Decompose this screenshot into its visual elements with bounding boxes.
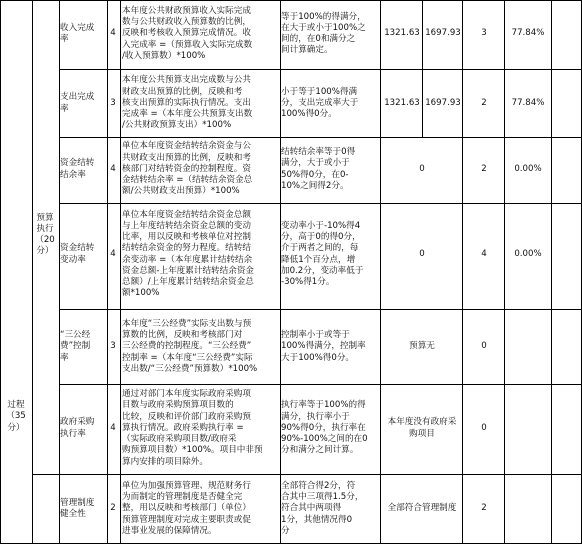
- score-obtained: 0: [481, 341, 487, 352]
- scoring-criteria: 等于100%的得满分， 在大于或小于100%之 间的，在0和满分之 间计算确定。: [281, 11, 366, 56]
- score-obtained: 2: [481, 503, 487, 514]
- score-weight: 4: [110, 28, 116, 39]
- category-process: 过程 （35 分）: [6, 400, 26, 433]
- indicator-name: 收入完成 率: [60, 22, 95, 44]
- planned-value: 1321.63: [384, 28, 420, 39]
- indicator-name: 支出完成 率: [60, 92, 95, 114]
- completion-rate: [505, 385, 551, 472]
- planned-value: 1321.63: [384, 97, 420, 108]
- actual-value: 1697.93: [425, 28, 461, 39]
- score-weight: 3: [110, 97, 116, 108]
- completion-rate: 77.84%: [511, 97, 545, 108]
- indicator-definition: 本年度“三公经费”实际支出数与预 算数的比例，反映和考核部门对 三公经费的控制程度。“三公经费” 控制率 =（本年度“三公经费”实际 支出数/“三公经费”预算数）*100%: [122, 318, 258, 374]
- merged-value: 预算无: [409, 341, 435, 352]
- completion-rate: [505, 312, 551, 382]
- indicator-definition: 本年度公共预算支出完成数与公共 财政支出预算的比例，反映和考 核支出预算的实际执行情况。支出 完成率 =（本年度公共预算支出数 /公共财政预算支出）*100%: [122, 75, 253, 131]
- indicator-name: 资金结转 变动率: [60, 243, 95, 265]
- indicator-definition: 单位本年度资金结转结余资金与公 共财政支出预算的比例，反映和考 核部门对结转资金的控制程度。资 金结转结余率 =（结转结余资金总 额/公共财政支出预算）*100%: [122, 141, 253, 197]
- category-budget-execution: 预算 执行 （20 分）: [35, 212, 55, 257]
- score-obtained: 0: [481, 422, 487, 433]
- completion-rate: 0.00%: [514, 248, 542, 259]
- indicator-name: 资金结转 结余率: [60, 158, 95, 180]
- scoring-criteria: 结转结余率等于0得 满分，大于或小于 50%得0分，在0- 10%之间得2分。: [281, 147, 356, 191]
- completion-rate: 77.84%: [511, 28, 545, 39]
- merged-value: 全部符合管理制度: [387, 503, 457, 514]
- score-weight: 4: [110, 422, 116, 433]
- indicator-definition: 单位本年度资金结转结余资金总额 与上年度结转结余资金总额的变动 比率，用以反映和考核单位对控制 结转结余资金的努力程度。结转结 余变动率 =（本年度累计结转结余 资金总额-上年度累计结转结余资金 总额）/上年度累计结转结余资金总 额*100%: [122, 209, 255, 299]
- merged-value: 0: [419, 163, 425, 174]
- score-obtained: 3: [481, 28, 487, 39]
- scoring-criteria: 全部符合得2分，符 合其中三项得1.5分， 符合其中两项得 1分，其他情况得0 分: [281, 480, 364, 536]
- indicator-definition: 本年度公共财政预算收入实际完成 数与公共财政收入预算数的比例， 反映和考核收入预算完成情况。收 入完成率 =（预算收入实际完成数 /收入预算数）*100%: [122, 5, 253, 61]
- completion-rate: [505, 476, 551, 542]
- score-weight: 4: [110, 163, 116, 174]
- indicator-definition: 通过对部门本年度实际政府采购项 目数与政府采购预算项目数的 比较，反映和评价部门政府采购预 算执行情况。政府采购执行率 = （实际政府采购项目数/政府采 购预算项目数）*100%。项目中非预 算内安排的项目除外。: [122, 389, 263, 467]
- score-weight: 4: [110, 248, 116, 259]
- merged-value: 0: [419, 248, 425, 259]
- score-obtained: 2: [481, 163, 487, 174]
- scoring-criteria: 小于等于100%得满 分，支出完成率大于 100%得0分。: [281, 86, 359, 120]
- completion-rate: 0.00%: [514, 163, 542, 174]
- scoring-criteria: 变动率小于-10%得4 分，高于0的得0分， 介于两者之间的，每 降低1个百分点，增 加0.2分，变动率低于 -30%得1分。: [281, 220, 364, 287]
- scoring-criteria: 执行率等于100%的得 满分，执行率小于 90%得0分，执行率在 90%-100%之间的在0 分和满分之间计算。: [281, 400, 368, 456]
- actual-value: 1697.93: [425, 97, 461, 108]
- indicator-definition: 单位为加强预算管理、规范财务行 为而制定的管理制度是否健全完 整，用以反映和考核部门（单位） 预算管理制度对完成主要职责或促 进事业发展的保障情况。: [122, 480, 251, 536]
- score-weight: 2: [110, 503, 116, 514]
- indicator-name: “三公经 费”控制 率: [60, 330, 91, 363]
- indicator-name: 管理制度 健全性: [60, 497, 95, 519]
- scoring-criteria: 控制率小于或等于 100%得满分，控制率 大于100%得0分。: [281, 330, 366, 363]
- merged-value: 本年度没有政府采 购项目: [387, 417, 457, 439]
- score-weight: 3: [110, 341, 116, 352]
- score-obtained: 2: [481, 97, 487, 108]
- indicator-name: 政府采购 执行率: [60, 417, 95, 439]
- score-obtained: 4: [481, 248, 487, 259]
